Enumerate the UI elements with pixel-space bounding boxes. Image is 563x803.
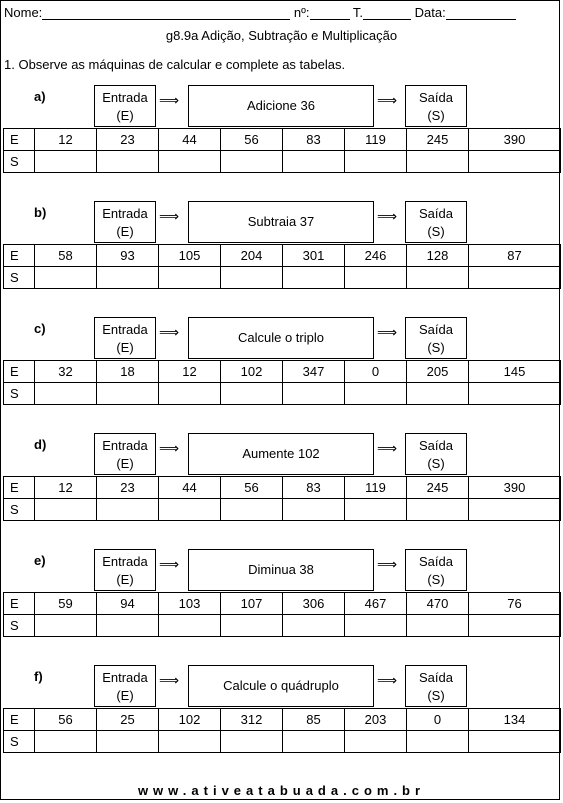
input-value-cell: 85 bbox=[283, 709, 345, 731]
input-box bbox=[94, 85, 156, 127]
exercise-letter: f) bbox=[34, 669, 43, 684]
output-answer-cell[interactable] bbox=[283, 383, 345, 405]
table-row-s bbox=[4, 731, 561, 753]
output-answer-cell[interactable] bbox=[345, 615, 407, 637]
input-value-cell: 245 bbox=[407, 129, 469, 151]
input-value-cell: 103 bbox=[159, 593, 221, 615]
input-value-cell: 347 bbox=[283, 361, 345, 383]
input-value-cell: 25 bbox=[97, 709, 159, 731]
table-row-e bbox=[4, 709, 561, 731]
output-answer-cell[interactable] bbox=[407, 615, 469, 637]
input-value-cell: 12 bbox=[35, 477, 97, 499]
exercise-letter: c) bbox=[34, 321, 46, 336]
table-row-e bbox=[4, 245, 561, 267]
output-answer-cell[interactable] bbox=[345, 267, 407, 289]
input-label: Entrada bbox=[102, 670, 148, 685]
arrow-right-icon: ⟹ bbox=[159, 325, 180, 341]
output-answer-cell[interactable] bbox=[283, 731, 345, 753]
output-answer-cell[interactable] bbox=[97, 731, 159, 753]
output-symbol: (S) bbox=[427, 456, 445, 471]
input-value-cell: 59 bbox=[35, 593, 97, 615]
output-answer-cell[interactable] bbox=[97, 499, 159, 521]
output-answer-cell[interactable] bbox=[407, 383, 469, 405]
input-symbol: (E) bbox=[116, 108, 134, 123]
row-label-s: S bbox=[4, 499, 35, 521]
date-label: Data: bbox=[414, 5, 446, 20]
output-answer-cell[interactable] bbox=[159, 615, 221, 637]
io-table bbox=[3, 476, 561, 521]
input-value-cell: 390 bbox=[469, 477, 561, 499]
input-value-cell: 105 bbox=[159, 245, 221, 267]
input-value-cell: 0 bbox=[345, 361, 407, 383]
row-label-s: S bbox=[4, 383, 35, 405]
output-answer-cell[interactable] bbox=[345, 151, 407, 173]
output-answer-cell[interactable] bbox=[221, 499, 283, 521]
output-answer-cell[interactable] bbox=[469, 151, 561, 173]
output-box bbox=[405, 433, 467, 475]
output-answer-cell[interactable] bbox=[97, 267, 159, 289]
table-row-s bbox=[4, 383, 561, 405]
output-box bbox=[405, 549, 467, 591]
input-value-cell: 12 bbox=[35, 129, 97, 151]
io-table bbox=[3, 592, 561, 637]
output-answer-cell[interactable] bbox=[159, 151, 221, 173]
output-label: Saída bbox=[419, 670, 453, 685]
table-row-e bbox=[4, 129, 561, 151]
input-value-cell: 83 bbox=[283, 477, 345, 499]
number-field[interactable] bbox=[310, 7, 350, 20]
output-answer-cell[interactable] bbox=[159, 731, 221, 753]
input-value-cell: 470 bbox=[407, 593, 469, 615]
input-value-cell: 119 bbox=[345, 129, 407, 151]
output-box bbox=[405, 665, 467, 707]
site-footer: www.ativeatabuada.com.br bbox=[137, 783, 426, 798]
table-row-e bbox=[4, 593, 561, 615]
input-value-cell: 18 bbox=[97, 361, 159, 383]
exercise-block bbox=[0, 199, 563, 319]
input-value-cell: 301 bbox=[283, 245, 345, 267]
operation-box: Aumente 102 bbox=[188, 433, 374, 475]
output-label: Saída bbox=[419, 554, 453, 569]
output-answer-cell[interactable] bbox=[407, 267, 469, 289]
input-label: Entrada bbox=[102, 438, 148, 453]
output-symbol: (S) bbox=[427, 340, 445, 355]
output-answer-cell[interactable] bbox=[469, 499, 561, 521]
input-value-cell: 44 bbox=[159, 477, 221, 499]
row-label-e: E bbox=[4, 477, 35, 499]
output-answer-cell[interactable] bbox=[221, 383, 283, 405]
input-value-cell: 56 bbox=[221, 477, 283, 499]
input-value-cell: 246 bbox=[345, 245, 407, 267]
arrow-right-icon: ⟹ bbox=[159, 441, 180, 457]
arrow-right-icon: ⟹ bbox=[377, 441, 398, 457]
output-answer-cell[interactable] bbox=[35, 731, 97, 753]
input-value-cell: 128 bbox=[407, 245, 469, 267]
output-answer-cell[interactable] bbox=[407, 499, 469, 521]
instruction-text: 1. Observe as máquinas de calcular e complete as tabelas. bbox=[4, 57, 346, 72]
output-answer-cell[interactable] bbox=[159, 499, 221, 521]
operation-box: Adicione 36 bbox=[188, 85, 374, 127]
output-symbol: (S) bbox=[427, 108, 445, 123]
input-label: Entrada bbox=[102, 206, 148, 221]
input-value-cell: 23 bbox=[97, 129, 159, 151]
output-answer-cell[interactable] bbox=[221, 731, 283, 753]
output-box bbox=[405, 85, 467, 127]
input-value-cell: 203 bbox=[345, 709, 407, 731]
output-answer-cell[interactable] bbox=[345, 383, 407, 405]
row-label-s: S bbox=[4, 615, 35, 637]
row-label-e: E bbox=[4, 129, 35, 151]
output-label: Saída bbox=[419, 90, 453, 105]
output-answer-cell[interactable] bbox=[469, 731, 561, 753]
number-label: nº: bbox=[293, 5, 310, 20]
output-answer-cell[interactable] bbox=[221, 615, 283, 637]
operation-box: Subtraia 37 bbox=[188, 201, 374, 243]
output-answer-cell[interactable] bbox=[283, 615, 345, 637]
input-value-cell: 390 bbox=[469, 129, 561, 151]
input-symbol: (E) bbox=[116, 688, 134, 703]
input-symbol: (E) bbox=[116, 572, 134, 587]
input-box bbox=[94, 201, 156, 243]
input-label: Entrada bbox=[102, 322, 148, 337]
output-label: Saída bbox=[419, 206, 453, 221]
input-value-cell: 58 bbox=[35, 245, 97, 267]
output-answer-cell[interactable] bbox=[407, 151, 469, 173]
input-box bbox=[94, 317, 156, 359]
exercise-block bbox=[0, 83, 563, 203]
exercise-letter: d) bbox=[34, 437, 47, 452]
operation-box: Calcule o triplo bbox=[188, 317, 374, 359]
output-answer-cell[interactable] bbox=[407, 731, 469, 753]
io-table bbox=[3, 360, 561, 405]
exercise-letter: a) bbox=[34, 89, 46, 104]
arrow-right-icon: ⟹ bbox=[377, 209, 398, 225]
input-label: Entrada bbox=[102, 90, 148, 105]
class-label: T. bbox=[352, 5, 364, 20]
operation-box: Calcule o quádruplo bbox=[188, 665, 374, 707]
input-value-cell: 102 bbox=[221, 361, 283, 383]
table-row-s bbox=[4, 499, 561, 521]
row-label-e: E bbox=[4, 361, 35, 383]
input-value-cell: 56 bbox=[35, 709, 97, 731]
output-answer-cell[interactable] bbox=[469, 267, 561, 289]
exercise-block bbox=[0, 547, 563, 667]
arrow-right-icon: ⟹ bbox=[377, 93, 398, 109]
exercise-letter: b) bbox=[34, 205, 47, 220]
output-symbol: (S) bbox=[427, 572, 445, 587]
input-box bbox=[94, 433, 156, 475]
input-value-cell: 23 bbox=[97, 477, 159, 499]
input-value-cell: 204 bbox=[221, 245, 283, 267]
io-table bbox=[3, 708, 561, 753]
row-label-e: E bbox=[4, 709, 35, 731]
output-symbol: (S) bbox=[427, 688, 445, 703]
date-field[interactable] bbox=[446, 7, 516, 20]
input-value-cell: 102 bbox=[159, 709, 221, 731]
input-value-cell: 87 bbox=[469, 245, 561, 267]
output-answer-cell[interactable] bbox=[283, 151, 345, 173]
output-box bbox=[405, 201, 467, 243]
row-label-e: E bbox=[4, 593, 35, 615]
input-value-cell: 56 bbox=[221, 129, 283, 151]
table-row-s bbox=[4, 151, 561, 173]
input-value-cell: 119 bbox=[345, 477, 407, 499]
output-answer-cell[interactable] bbox=[345, 499, 407, 521]
output-answer-cell[interactable] bbox=[221, 151, 283, 173]
input-value-cell: 12 bbox=[159, 361, 221, 383]
io-table bbox=[3, 128, 561, 173]
output-label: Saída bbox=[419, 322, 453, 337]
arrow-right-icon: ⟹ bbox=[159, 557, 180, 573]
io-table bbox=[3, 244, 561, 289]
input-value-cell: 145 bbox=[469, 361, 561, 383]
input-value-cell: 94 bbox=[97, 593, 159, 615]
row-label-e: E bbox=[4, 245, 35, 267]
arrow-right-icon: ⟹ bbox=[377, 325, 398, 341]
name-field[interactable] bbox=[42, 7, 290, 20]
input-box bbox=[94, 549, 156, 591]
output-answer-cell[interactable] bbox=[97, 383, 159, 405]
arrow-right-icon: ⟹ bbox=[377, 557, 398, 573]
input-box bbox=[94, 665, 156, 707]
output-answer-cell[interactable] bbox=[159, 383, 221, 405]
input-value-cell: 32 bbox=[35, 361, 97, 383]
arrow-right-icon: ⟹ bbox=[159, 209, 180, 225]
row-label-s: S bbox=[4, 151, 35, 173]
output-answer-cell[interactable] bbox=[469, 383, 561, 405]
input-label: Entrada bbox=[102, 554, 148, 569]
input-value-cell: 205 bbox=[407, 361, 469, 383]
input-symbol: (E) bbox=[116, 340, 134, 355]
name-label: Nome: bbox=[4, 5, 43, 20]
input-symbol: (E) bbox=[116, 224, 134, 239]
output-symbol: (S) bbox=[427, 224, 445, 239]
arrow-right-icon: ⟹ bbox=[377, 673, 398, 689]
output-answer-cell[interactable] bbox=[97, 615, 159, 637]
output-answer-cell[interactable] bbox=[221, 267, 283, 289]
input-value-cell: 312 bbox=[221, 709, 283, 731]
input-value-cell: 76 bbox=[469, 593, 561, 615]
table-row-e bbox=[4, 477, 561, 499]
output-answer-cell[interactable] bbox=[345, 731, 407, 753]
input-value-cell: 83 bbox=[283, 129, 345, 151]
exercise-letter: e) bbox=[34, 553, 46, 568]
input-value-cell: 134 bbox=[469, 709, 561, 731]
input-value-cell: 0 bbox=[407, 709, 469, 731]
output-label: Saída bbox=[419, 438, 453, 453]
row-label-s: S bbox=[4, 731, 35, 753]
output-answer-cell[interactable] bbox=[469, 615, 561, 637]
input-value-cell: 245 bbox=[407, 477, 469, 499]
input-value-cell: 107 bbox=[221, 593, 283, 615]
worksheet-title: g8.9a Adição, Subtração e Multiplicação bbox=[165, 28, 398, 43]
output-answer-cell[interactable] bbox=[35, 267, 97, 289]
input-symbol: (E) bbox=[116, 456, 134, 471]
operation-box: Diminua 38 bbox=[188, 549, 374, 591]
output-answer-cell[interactable] bbox=[97, 151, 159, 173]
exercise-block bbox=[0, 431, 563, 551]
table-row-s bbox=[4, 267, 561, 289]
exercise-block bbox=[0, 663, 563, 783]
output-box bbox=[405, 317, 467, 359]
output-answer-cell[interactable] bbox=[159, 267, 221, 289]
exercise-block bbox=[0, 315, 563, 435]
output-answer-cell[interactable] bbox=[35, 499, 97, 521]
input-value-cell: 467 bbox=[345, 593, 407, 615]
row-label-s: S bbox=[4, 267, 35, 289]
output-answer-cell[interactable] bbox=[283, 499, 345, 521]
output-answer-cell[interactable] bbox=[35, 151, 97, 173]
class-field[interactable] bbox=[363, 7, 411, 20]
input-value-cell: 306 bbox=[283, 593, 345, 615]
output-answer-cell[interactable] bbox=[35, 383, 97, 405]
input-value-cell: 44 bbox=[159, 129, 221, 151]
input-value-cell: 93 bbox=[97, 245, 159, 267]
table-row-s bbox=[4, 615, 561, 637]
student-header bbox=[4, 5, 516, 20]
arrow-right-icon: ⟹ bbox=[159, 93, 180, 109]
output-answer-cell[interactable] bbox=[283, 267, 345, 289]
output-answer-cell[interactable] bbox=[35, 615, 97, 637]
table-row-e bbox=[4, 361, 561, 383]
arrow-right-icon: ⟹ bbox=[159, 673, 180, 689]
